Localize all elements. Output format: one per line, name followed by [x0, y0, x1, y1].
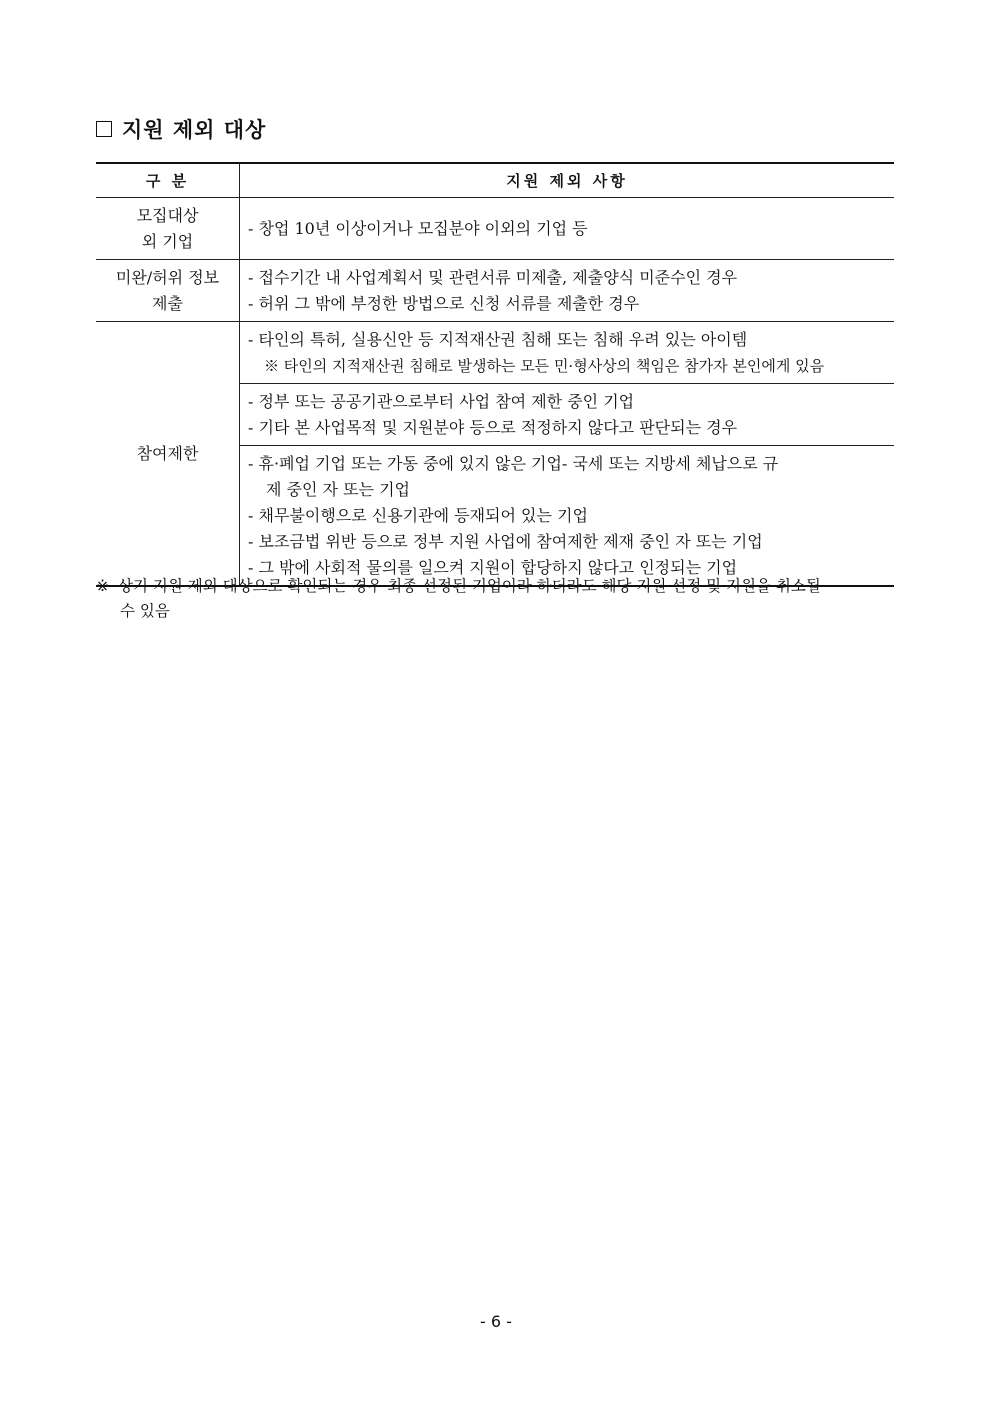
list-item-continuation: 제 중인 자 또는 기업: [266, 480, 410, 499]
list-item-note: ※ 타인의 지적재산권 침해로 발생하는 모든 민·형사상의 책임은 참가자 본인에게 있음: [264, 357, 825, 375]
header-exclusions: 지원 제외 사항: [240, 163, 895, 198]
table-header-row: [96, 163, 894, 198]
page-number: - 6 -: [480, 1312, 512, 1331]
footnote-continuation: 수 있음: [120, 602, 170, 620]
list-item: - 창업 10년 이상이거나 모집분야 이외의 기업 등: [248, 219, 588, 238]
list-item: - 접수기간 내 사업계획서 및 관련서류 미제출, 제출양식 미준수인 경우: [248, 268, 738, 287]
section-title: 지원 제외 대상: [122, 118, 267, 142]
category-cell: 미완/허위 정보 제출: [96, 260, 240, 322]
exclusion-items-cell: [240, 446, 895, 587]
checkbox-square-icon: [96, 121, 112, 137]
list-item: - 그 밖에 사회적 물의를 일으켜 지원이 합당하지 않다고 인정되는 기업: [248, 558, 738, 577]
header-category: 구 분: [96, 163, 240, 198]
list-item: - 보조금법 위반 등으로 정부 지원 사업에 참여제한 제재 중인 자 또는 기업: [248, 532, 763, 551]
exclusion-table: [96, 162, 894, 587]
list-item: - 기타 본 사업목적 및 지원분야 등으로 적정하지 않다고 판단되는 경우: [248, 418, 738, 437]
list-item: - 허위 그 밖에 부정한 방법으로 신청 서류를 제출한 경우: [248, 294, 640, 313]
table-row: [96, 322, 894, 384]
table-row: [96, 198, 894, 260]
list-item: - 채무불이행으로 신용기관에 등재되어 있는 기업: [248, 506, 588, 525]
section-heading: [96, 114, 266, 144]
exclusion-items-cell: [240, 322, 895, 384]
list-item: - 휴·폐업 기업 또는 가동 중에 있지 않은 기업- 국세 또는 지방세 체납으로 규: [248, 454, 779, 473]
footnote-text: 상기 지원 제외 대상으로 확인되는 경우 최종 선정된 기업이라 하더라도 해당 지원 선정 및 지원을 취소될: [118, 577, 821, 595]
category-cell: 참여제한: [96, 322, 240, 587]
exclusion-items-cell: [240, 198, 895, 260]
reference-mark-icon: ※: [96, 577, 109, 595]
table-row: [96, 260, 894, 322]
footnote: [96, 574, 896, 624]
exclusion-items-cell: [240, 260, 895, 322]
exclusion-items-cell: [240, 384, 895, 446]
category-cell: 모집대상 외 기업: [96, 198, 240, 260]
list-item: - 정부 또는 공공기관으로부터 사업 참여 제한 중인 기업: [248, 392, 635, 411]
list-item: - 타인의 특허, 실용신안 등 지적재산권 침해 또는 침해 우려 있는 아이템: [248, 330, 748, 349]
